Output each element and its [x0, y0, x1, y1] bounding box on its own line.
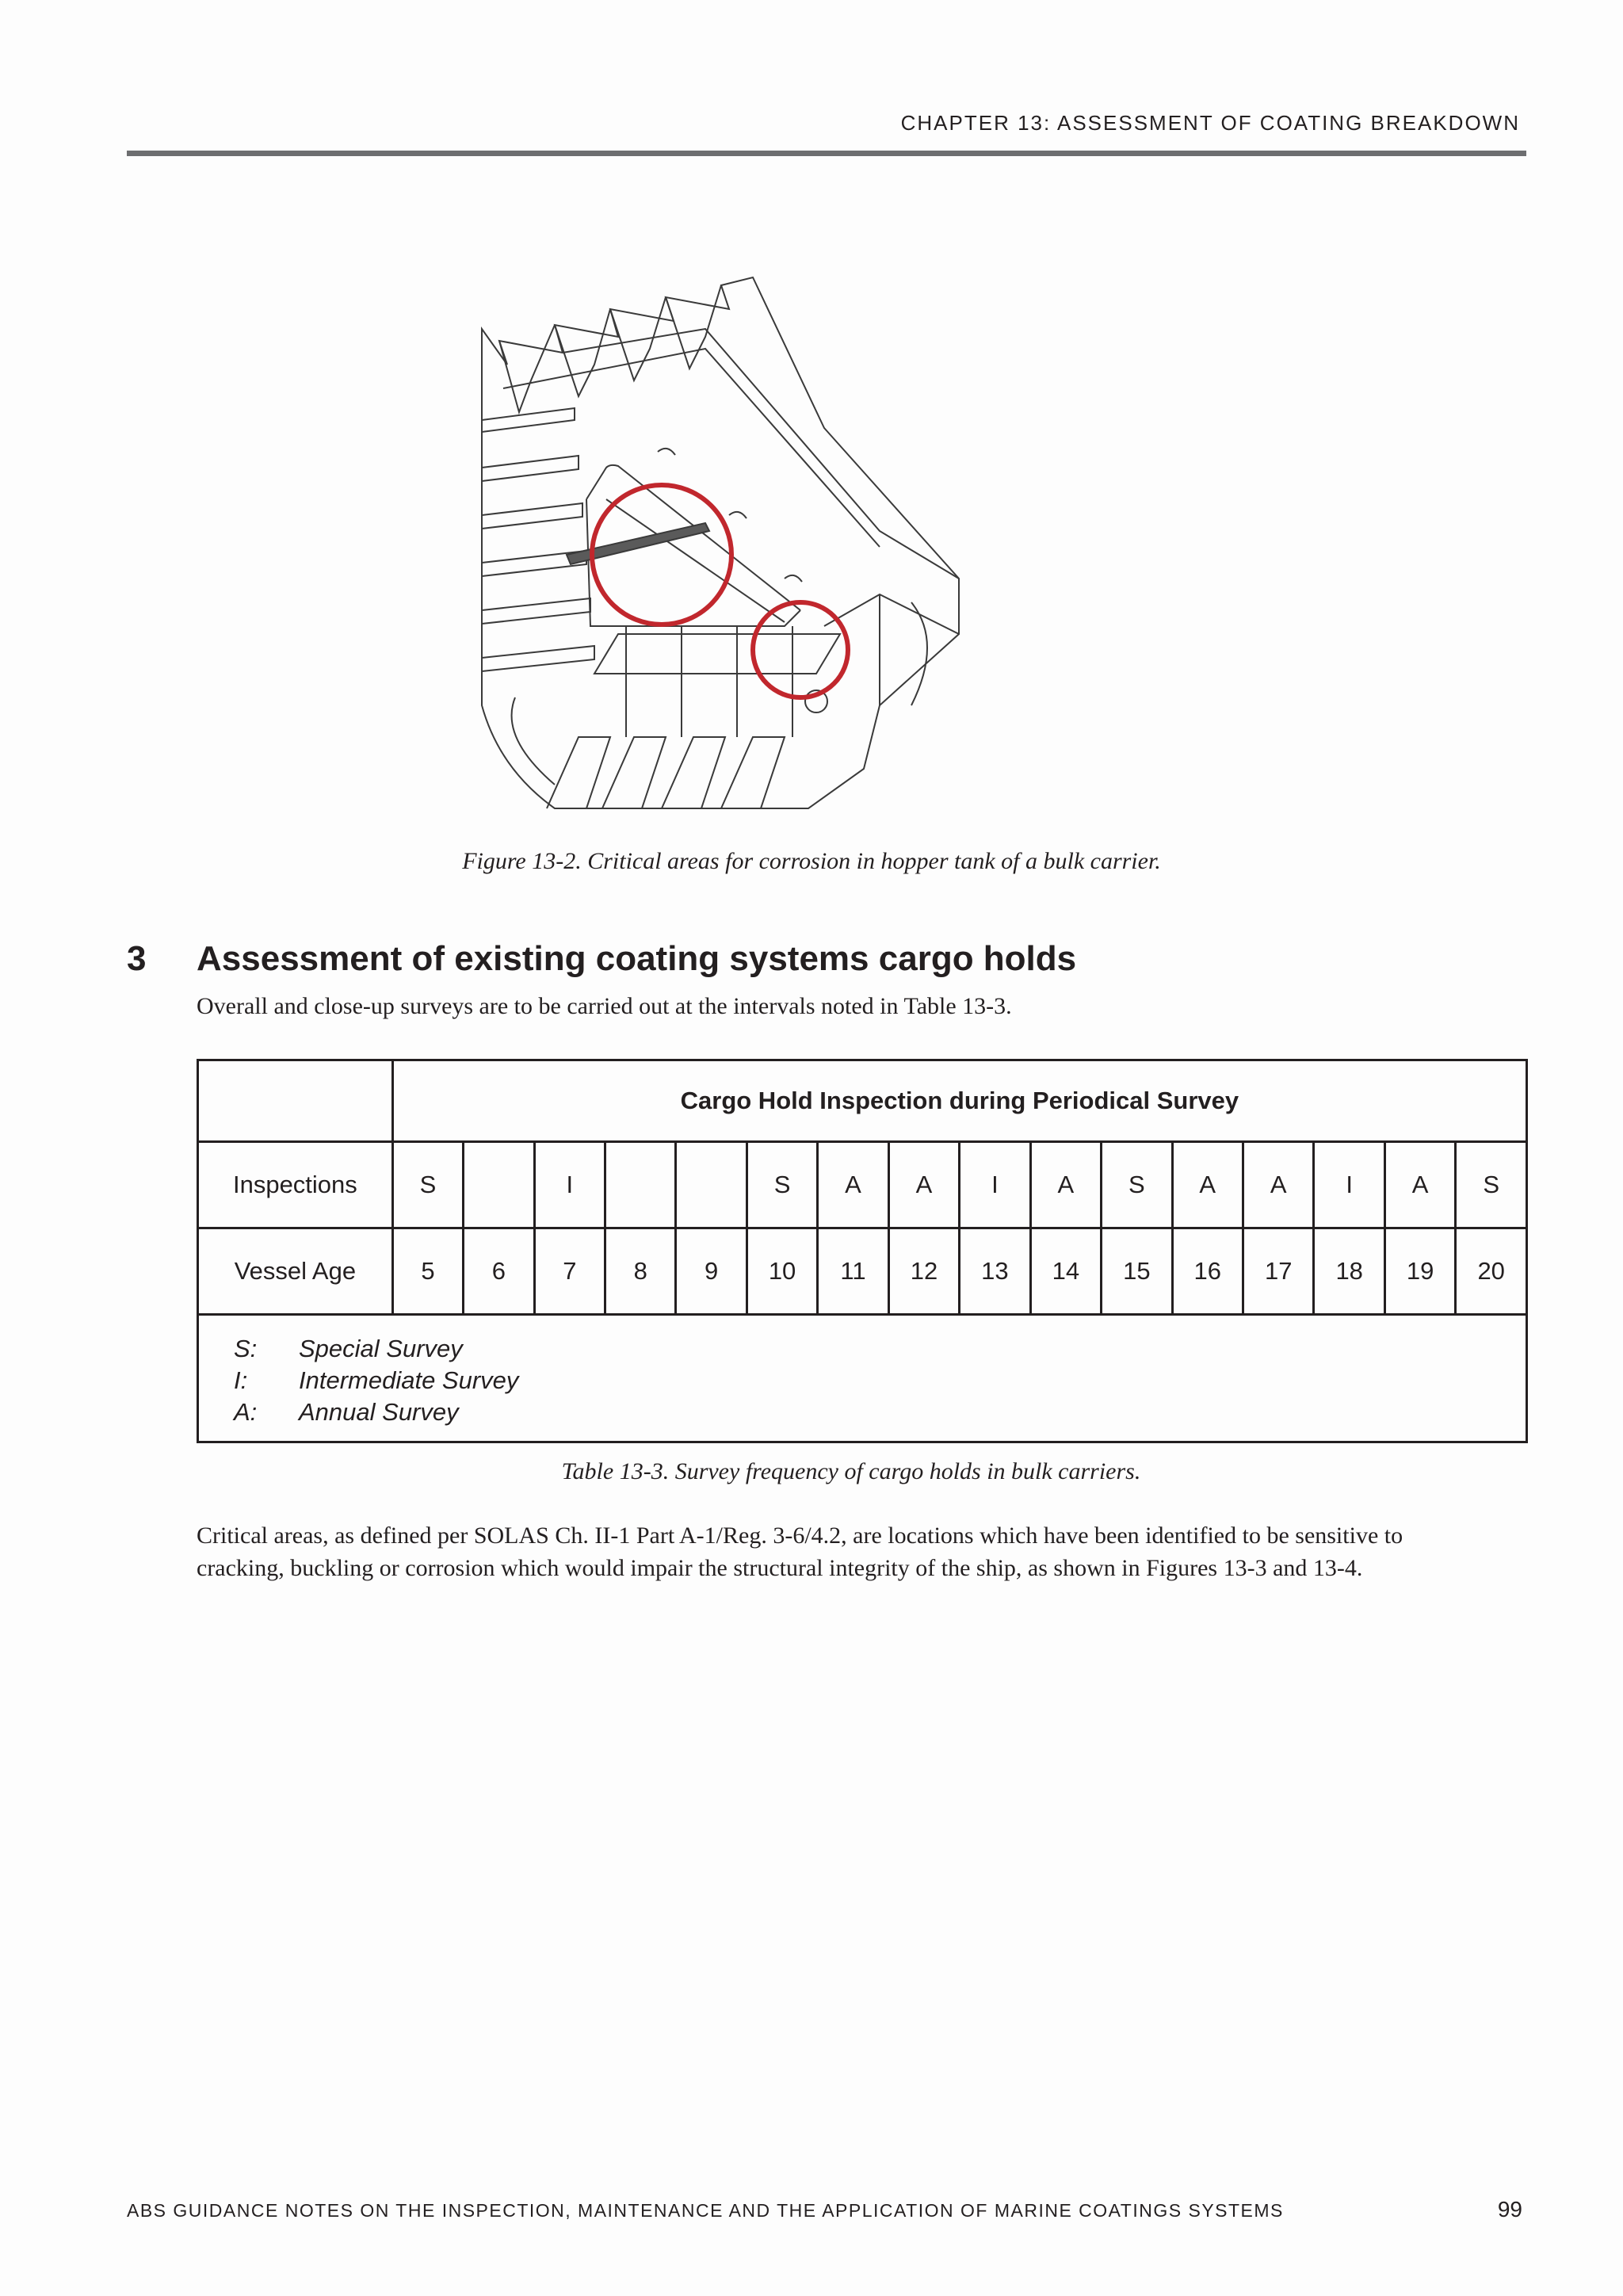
- vessel-age-cell: 9: [676, 1228, 747, 1315]
- inspection-cell: I: [960, 1142, 1030, 1228]
- vessel-age-label: Vessel Age: [198, 1228, 393, 1315]
- legend-text: Special Survey: [299, 1335, 463, 1362]
- table-caption: Table 13-3. Survey frequency of cargo holds in bulk carriers.: [561, 1458, 1141, 1484]
- legend-text: Intermediate Survey: [299, 1366, 519, 1394]
- vessel-age-cell: 12: [888, 1228, 959, 1315]
- vessel-age-cell: 16: [1172, 1228, 1243, 1315]
- vessel-age-row: [198, 1228, 1527, 1315]
- inspection-cell: [464, 1142, 534, 1228]
- vessel-age-cell: 20: [1456, 1228, 1527, 1315]
- inspection-cell: A: [1243, 1142, 1314, 1228]
- legend-text: Annual Survey: [299, 1398, 459, 1426]
- legend-key: S:: [234, 1335, 258, 1362]
- table-title-row: [198, 1060, 1527, 1142]
- empty-header-cell: [198, 1060, 393, 1142]
- vessel-age-cell: 13: [960, 1228, 1030, 1315]
- body-paragraph: Critical areas, as defined per SOLAS Ch. II-1 Part A-1/Reg. 3-6/4.2, are locations which have been identified to be sensitive to cracking, buckling or corrosion which would impair the structural integrity of the ship, as shown in Figures 13-3 and 13-4.: [197, 1522, 1403, 1581]
- vessel-age-cell: 5: [392, 1228, 463, 1315]
- inspection-cell: A: [1030, 1142, 1101, 1228]
- header-rule: [127, 151, 1526, 156]
- inspection-cell: I: [1314, 1142, 1384, 1228]
- hopper-tank-figure: [468, 262, 1117, 816]
- legend-item: [234, 1333, 1526, 1365]
- inspection-cell: S: [1456, 1142, 1527, 1228]
- vessel-age-cell: 10: [747, 1228, 817, 1315]
- table-title: Cargo Hold Inspection during Periodical Survey: [392, 1060, 1526, 1142]
- vessel-age-cell: 14: [1030, 1228, 1101, 1315]
- inspections-row: [198, 1142, 1527, 1228]
- vessel-age-cell: 19: [1384, 1228, 1455, 1315]
- inspection-cell: A: [888, 1142, 959, 1228]
- vessel-age-cell: 18: [1314, 1228, 1384, 1315]
- section-number: 3: [127, 939, 147, 978]
- inspections-label: Inspections: [198, 1142, 393, 1228]
- inspection-cell: [605, 1142, 676, 1228]
- inspection-cell: A: [1172, 1142, 1243, 1228]
- legend-item: [234, 1396, 1526, 1428]
- legend-key: I:: [234, 1366, 248, 1394]
- page-number: 99: [1497, 2197, 1522, 2222]
- legend-cell: [198, 1315, 1527, 1442]
- survey-frequency-table: [197, 1059, 1528, 1443]
- inspection-cell: A: [818, 1142, 888, 1228]
- legend-row: [198, 1315, 1527, 1442]
- inspection-cell: S: [1102, 1142, 1172, 1228]
- inspection-cell: S: [747, 1142, 817, 1228]
- vessel-age-cell: 7: [534, 1228, 605, 1315]
- inspection-cell: [676, 1142, 747, 1228]
- legend-key: A:: [234, 1398, 258, 1426]
- vessel-age-cell: 8: [605, 1228, 676, 1315]
- inspection-cell: A: [1384, 1142, 1455, 1228]
- figure-caption: Figure 13-2. Critical areas for corrosion in hopper tank of a bulk carrier.: [462, 848, 1161, 874]
- vessel-age-cell: 15: [1102, 1228, 1172, 1315]
- inspection-cell: S: [392, 1142, 463, 1228]
- vessel-age-cell: 17: [1243, 1228, 1314, 1315]
- vessel-age-cell: 11: [818, 1228, 888, 1315]
- section-title: Assessment of existing coating systems cargo holds: [197, 939, 1077, 978]
- section-intro: Overall and close-up surveys are to be carried out at the intervals noted in Table 13-3.: [197, 993, 1012, 1019]
- vessel-age-cell: 6: [464, 1228, 534, 1315]
- legend-item: [234, 1365, 1526, 1396]
- chapter-header: CHAPTER 13: ASSESSMENT OF COATING BREAKDOWN: [900, 111, 1520, 135]
- inspection-cell: I: [534, 1142, 605, 1228]
- footer-text: ABS GUIDANCE NOTES ON THE INSPECTION, MAINTENANCE AND THE APPLICATION OF MARINE COATINGS SYSTEMS: [127, 2200, 1284, 2221]
